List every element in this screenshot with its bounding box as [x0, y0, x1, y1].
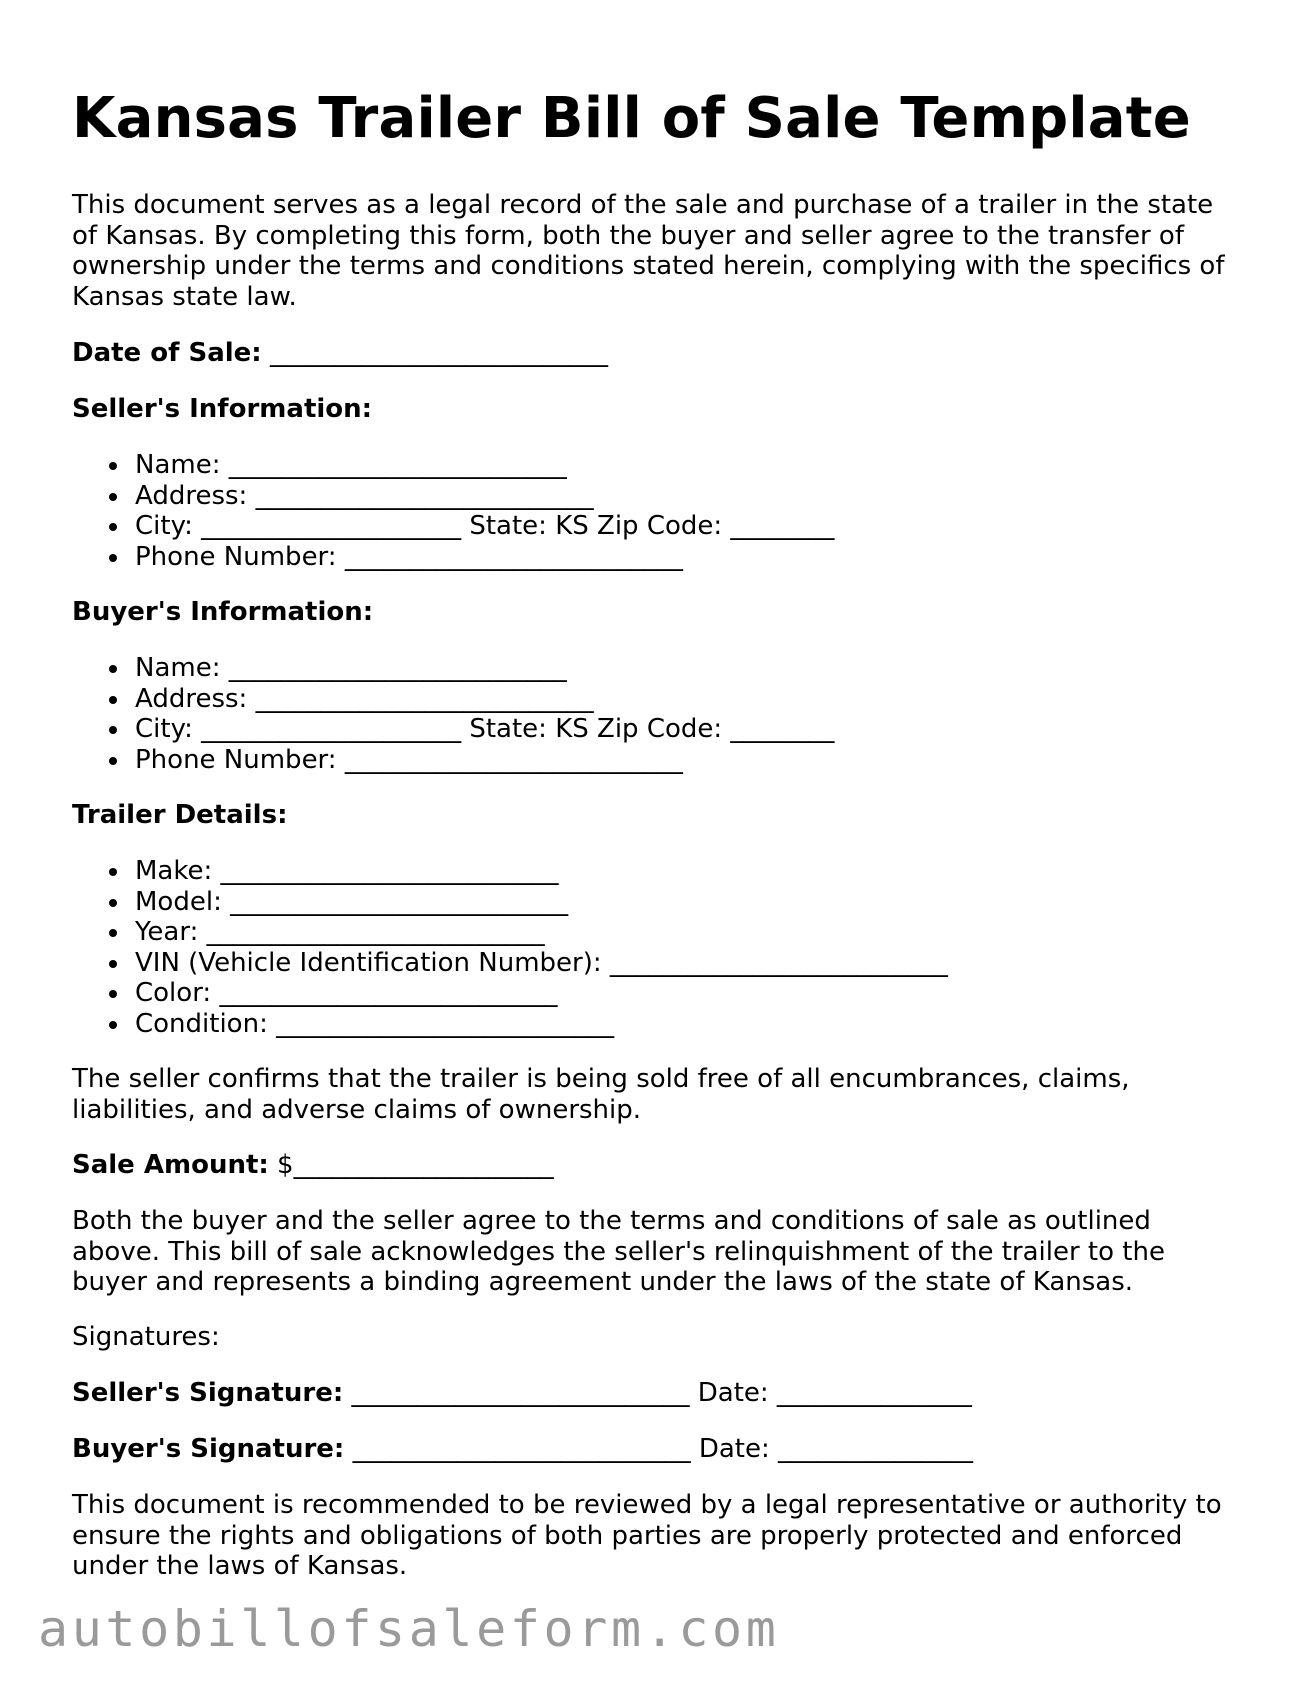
agreement-paragraph: Both the buyer and the seller agree to the terms and conditions of sale as outlined above. This bill of sale acknowledges the seller's relinquishment of the trailer to the buyer and represents a binding agreement under the laws of the state of Kansas.	[72, 1206, 1165, 1297]
buyer-city-state-zip-field[interactable]: City: ____________________ State: KS Zip Code: ________	[72, 714, 834, 745]
trailer-details-list	[72, 856, 948, 1039]
sale-amount-line	[72, 1150, 554, 1181]
signatures-label: Signatures:	[72, 1322, 220, 1352]
buyer-phone-field[interactable]: Phone Number: __________________________	[72, 745, 834, 776]
seller-info-list	[72, 450, 834, 572]
closing-note-paragraph: This document is recommended to be reviewed by a legal representative or authority to ensure the rights and obligations of both parties are properly protected and enforced under the laws of Kansas.	[72, 1490, 1222, 1581]
trailer-condition-field[interactable]: Condition: __________________________	[72, 1009, 948, 1040]
seller-signature-field[interactable]: __________________________ Date: _______________	[343, 1378, 972, 1408]
buyer-heading: Buyer's Information:	[72, 597, 374, 627]
trailer-make-field[interactable]: Make: __________________________	[72, 856, 948, 887]
trailer-vin-field[interactable]: VIN (Vehicle Identification Number): __________________________	[72, 948, 948, 979]
site-watermark: autobillofsaleform.com	[38, 1600, 780, 1658]
trailer-details-heading: Trailer Details:	[72, 800, 288, 830]
intro-paragraph: This document serves as a legal record of the sale and purchase of a trailer in the state of Kansas. By completing this form, both the buyer and seller agree to the transfer of ownership under the terms and conditions stated herein, complying with the specifics of Kansas state law.	[72, 190, 1225, 312]
page-title: Kansas Trailer Bill of Sale Template	[72, 86, 1191, 151]
buyer-signature-line	[72, 1434, 973, 1465]
free-of-claims-paragraph: The seller confirms that the trailer is being sold free of all encumbrances, claims, liabilities, and adverse claims of ownership.	[72, 1064, 1130, 1125]
buyer-address-field[interactable]: Address: __________________________	[72, 684, 834, 715]
date-of-sale-line	[72, 338, 608, 369]
seller-address-field[interactable]: Address: __________________________	[72, 481, 834, 512]
seller-city-state-zip-field[interactable]: City: ____________________ State: KS Zip Code: ________	[72, 511, 834, 542]
trailer-model-field[interactable]: Model: __________________________	[72, 887, 948, 918]
seller-phone-field[interactable]: Phone Number: __________________________	[72, 542, 834, 573]
date-of-sale-field[interactable]: __________________________	[261, 338, 608, 368]
seller-signature-line	[72, 1378, 972, 1409]
trailer-year-field[interactable]: Year: __________________________	[72, 917, 948, 948]
buyer-name-field[interactable]: Name: __________________________	[72, 653, 834, 684]
seller-name-field[interactable]: Name: __________________________	[72, 450, 834, 481]
seller-heading: Seller's Information:	[72, 394, 373, 424]
sale-amount-field[interactable]: $____________________	[268, 1150, 554, 1180]
buyer-signature-field[interactable]: __________________________ Date: _______________	[344, 1434, 974, 1464]
buyer-signature-label: Buyer's Signature:	[72, 1434, 345, 1464]
date-of-sale-label: Date of Sale:	[72, 338, 262, 368]
trailer-color-field[interactable]: Color: __________________________	[72, 978, 948, 1009]
buyer-info-list	[72, 653, 834, 775]
sale-amount-label: Sale Amount:	[72, 1150, 269, 1180]
seller-signature-label: Seller's Signature:	[72, 1378, 344, 1408]
